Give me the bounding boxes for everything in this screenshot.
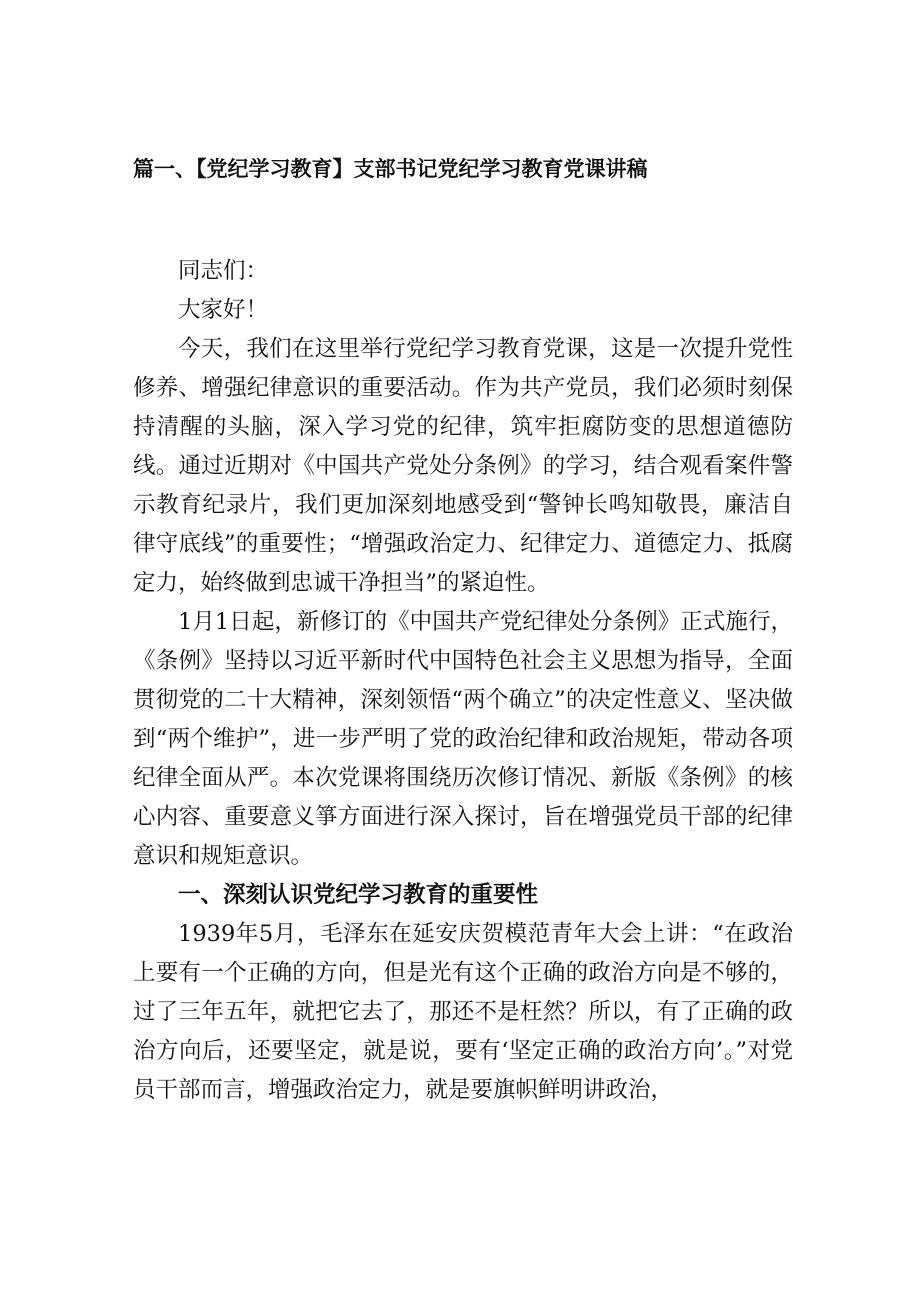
document-body <box>133 252 793 1110</box>
salutation: 同志们： <box>178 258 269 284</box>
paragraph-intro: 今天，我们在这里举行党纪学习教育党课，这是一次提升党性修养、增强纪律意识的重要活动。作为共产党员，我们必须时刻保持清醒的头脑，深入学习党的纪律，筑牢拒腐防变的思想道德防线。通过近期对《中国共产党处分条例》的学习，结合观看案件警示教育纪录片，我们更加深刻地感受到“警钟长鸣知敬畏，廉洁自律守底线”的重要性；“增强政治定力、纪律定力、道德定力、抵腐定力，始终做到忠诚干净担当”的紧迫性。 <box>133 336 793 596</box>
section-heading: 一、深刻认识党纪学习教育的重要性 <box>178 882 539 908</box>
paragraph-quote: 1939年5月，毛泽东在延安庆贺模范青年大会上讲：“在政治上要有一个正确的方向，但是光有这个正确的政治方向是不够的，过了三年五年，就把它去了，那还不是枉然？所以，有了正确的政治方向后，还要坚定，就是说，要有‘坚定正确的政治方向’。”对党员干部而言，增强政治定力，就是要旗帜鲜明讲政治， <box>133 921 793 1103</box>
paragraph-regulation: 1月1日起，新修订的《中国共产党纪律处分条例》正式施行，《条例》坚持以习近平新时代中国特色社会主义思想为指导，全面贯彻党的二十大精神，深刻领悟“两个确立”的决定性意义、坚决做到“两个维护”，进一步严明了党的政治纪律和政治规矩，带动各项纪律全面从严。本次党课将围绕历次修订情况、新版《条例》的核心内容、重要意义箏方面进行深入探讨，旨在增强党员干部的纪律意识和规矩意识。 <box>133 609 793 869</box>
greeting: 大家好！ <box>178 297 269 323</box>
document-title: 篇一、【党纪学习教育】支部书记党纪学习教育党课讲稿 <box>133 156 648 181</box>
